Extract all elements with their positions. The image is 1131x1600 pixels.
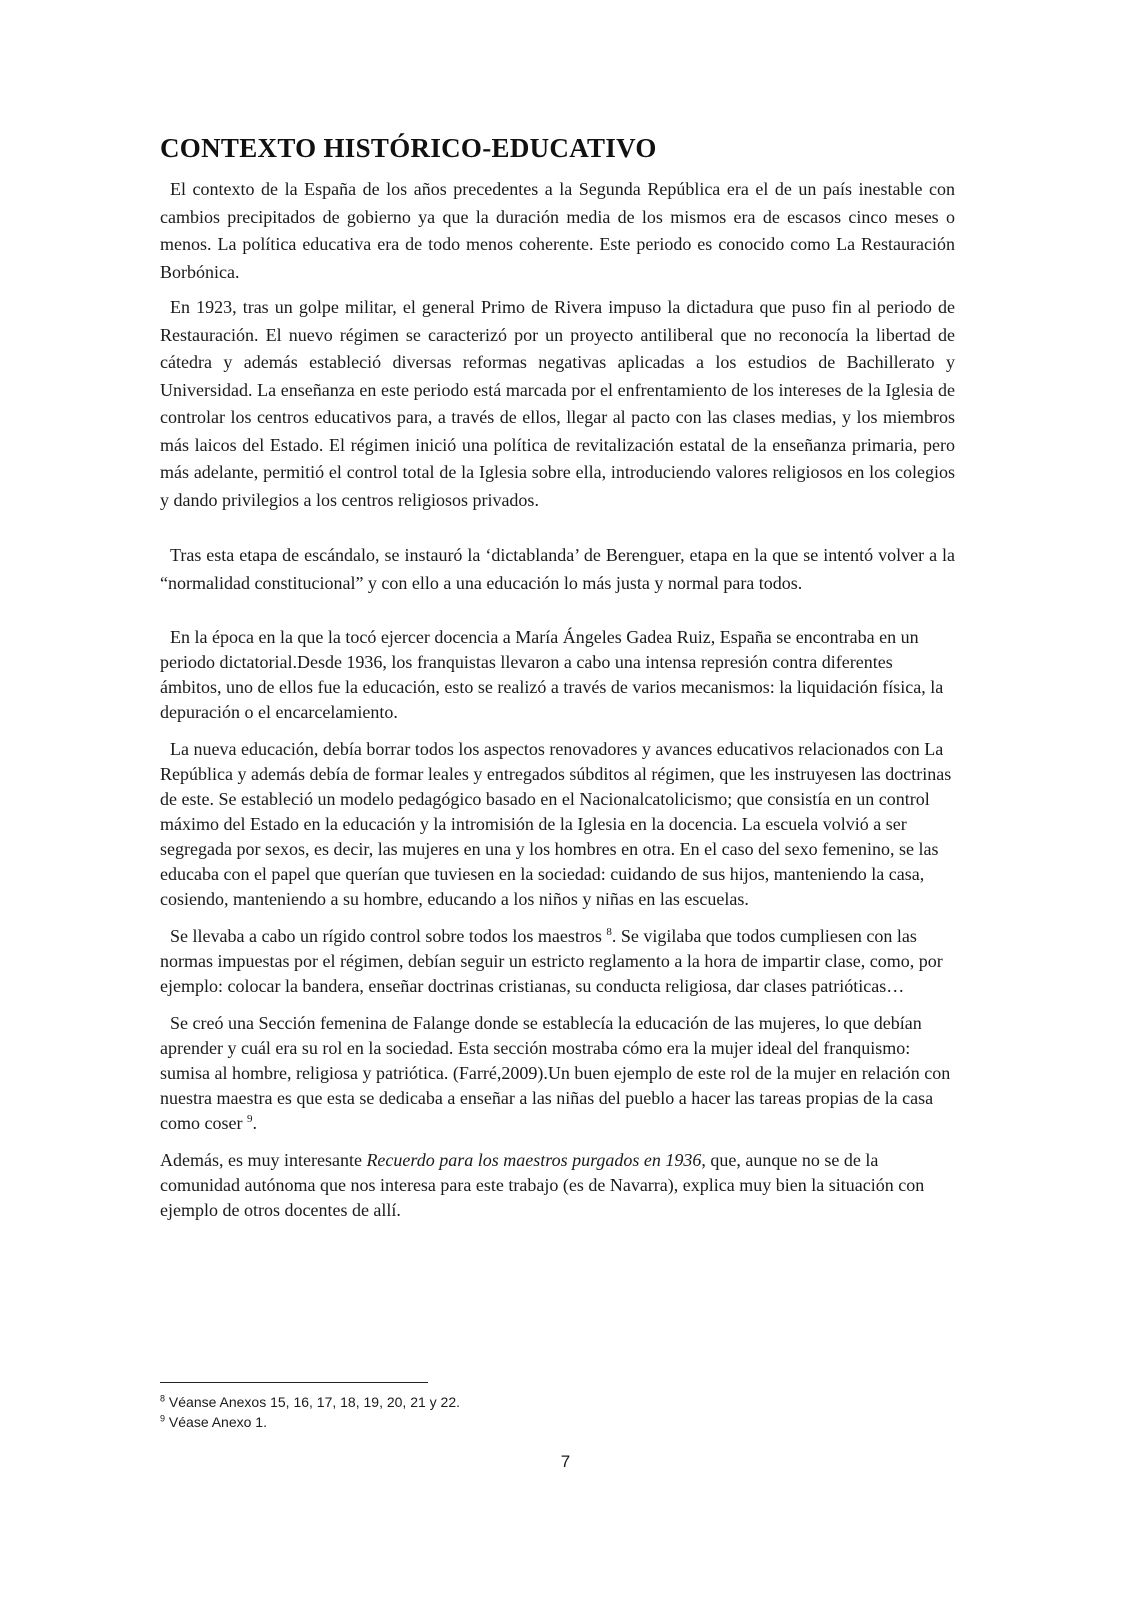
paragraph-primo-de-rivera: En 1923, tras un golpe militar, el general Primo de Rivera impuso la dictadura que puso fin al periodo de Restauración. El nuevo régimen se caracterizó por un proyecto antiliberal que no reconocía la libertad de cátedra y además estableció diversas reformas negativas aplicadas a los estudios de Bachillerato y Universidad. La enseñanza en este periodo está marcada por el enfrentamiento de los intereses de la Iglesia de controlar los centros educativos para, a través de ellos, llegar al pacto con las clases medias, y los miembros más laicos del Estado. El régimen inició una política de revitalización estatal de la enseñanza primaria, pero más adelante, permitió el control total de la Iglesia sobre ella, introduciendo valores religiosos en los colegios y dando privilegios a los centros religiosos privados. [160,297,955,510]
footnote-8 [160,1392,860,1412]
paragraph-seccion-femenina-end: . [252,1113,257,1133]
footnote-text: Véanse Anexos 15, 16, 17, 18, 19, 20, 21 y 22. [168,1394,461,1410]
page-number: 7 [560,1452,571,1471]
book-title: Recuerdo para los maestros purgados en 1936 [366,1150,702,1170]
paragraph-nueva-educacion: La nueva educación, debía borrar todos los aspectos renovadores y avances educativos relacionados con La República y además debía de formar leales y entregados súbditos al régimen, que les instruyesen las doctrinas de este. Se estableció un modelo pedagógico basado en el Nacionalcatolicismo; que consistía en un control máximo del Estado en la educación y la intromisión de la Iglesia en la docencia. La escuela volvió a ser segregada por sexos, es decir, las mujeres en una y los hombres en otra. En el caso del sexo femenino, se las educaba con el papel que querían que tuviesen en la sociedad: cuidando de sus hijos, manteniendo la casa, cosiendo, manteniendo a su hombre, educando a los niños y niñas en las escuelas. [160,739,952,909]
footnote-ref-9[interactable]: 9 [246,1113,253,1125]
paragraph-dictablanda: Tras esta etapa de escándalo, se instauró la ‘dictablanda’ de Berenguer, etapa en la que se intentó volver a la “normalidad constitucional” y con ello a una educación lo más justa y normal para todos. [160,545,955,593]
paragraph-seccion-femenina-text: Se creó una Sección femenina de Falange donde se establecía la educación de las mujeres, lo que debían aprender y cuál era su rol en la sociedad. Esta sección mostraba cómo era la mujer ideal del franquismo: sumisa al hombre, religiosa y patriótica. (Farré,2009).Un buen ejemplo de este rol de la mujer en relación con nuestra maestra es que esta se dedicaba a enseñar a las niñas del pueblo a hacer las tareas propias de la casa como coser [160,1013,951,1133]
footnote-text: Véase Anexo 1. [168,1414,267,1430]
footnote-marker: 9 [160,1413,166,1424]
paragraph-recuerdo-text-b: , que, aunque no se de la comunidad autónoma que nos interesa para este trabajo (es de Navarra), explica muy bien la situación con ejemplo de otros docentes de allí. [160,1150,925,1220]
footnotes [160,1392,860,1432]
footnote-ref-8[interactable]: 8 [606,926,612,938]
paragraph-control-maestros-text-a: Se llevaba a cabo un rígido control sobre todos los maestros [170,926,602,946]
paragraph-control-maestros-text-b: . Se vigilaba que todos cumpliesen con las normas impuestas por el régimen, debían seguir un estricto reglamento a la hora de impartir clase, como, por ejemplo: colocar la bandera, enseñar doctrinas cristianas, su conducta religiosa, dar clases patrióticas… [160,926,943,996]
paragraph-recuerdo-text-a: Además, es muy interesante [160,1150,367,1170]
paragraph-recuerdo [160,1148,955,1223]
page-content [160,132,955,1223]
paragraph-epoca-docencia: En la época en la que la tocó ejercer docencia a María Ángeles Gadea Ruiz, España se encontraba en un periodo dictatorial.Desde 1936, los franquistas llevaron a cabo una intensa represión contra diferentes ámbitos, uno de ellos fue la educación, esto se realizó a través de varios mecanismos: la liquidación física, la depuración o el encarcelamiento. [160,627,944,722]
footnote-divider [160,1382,428,1383]
footnote-9 [160,1412,860,1432]
paragraph-restauracion: El contexto de la España de los años precedentes a la Segunda República era el de un país inestable con cambios precipitados de gobierno ya que la duración media de los mismos era de escasos cinco meses o menos. La política educativa era de todo menos coherente. Este periodo es conocido como La Restauración Borbónica. [160,179,955,282]
paragraph-seccion-femenina [160,1011,955,1136]
section-title: CONTEXTO HISTÓRICO-EDUCATIVO [160,133,657,163]
footnote-marker: 8 [160,1393,166,1404]
paragraph-control-maestros [160,924,955,999]
